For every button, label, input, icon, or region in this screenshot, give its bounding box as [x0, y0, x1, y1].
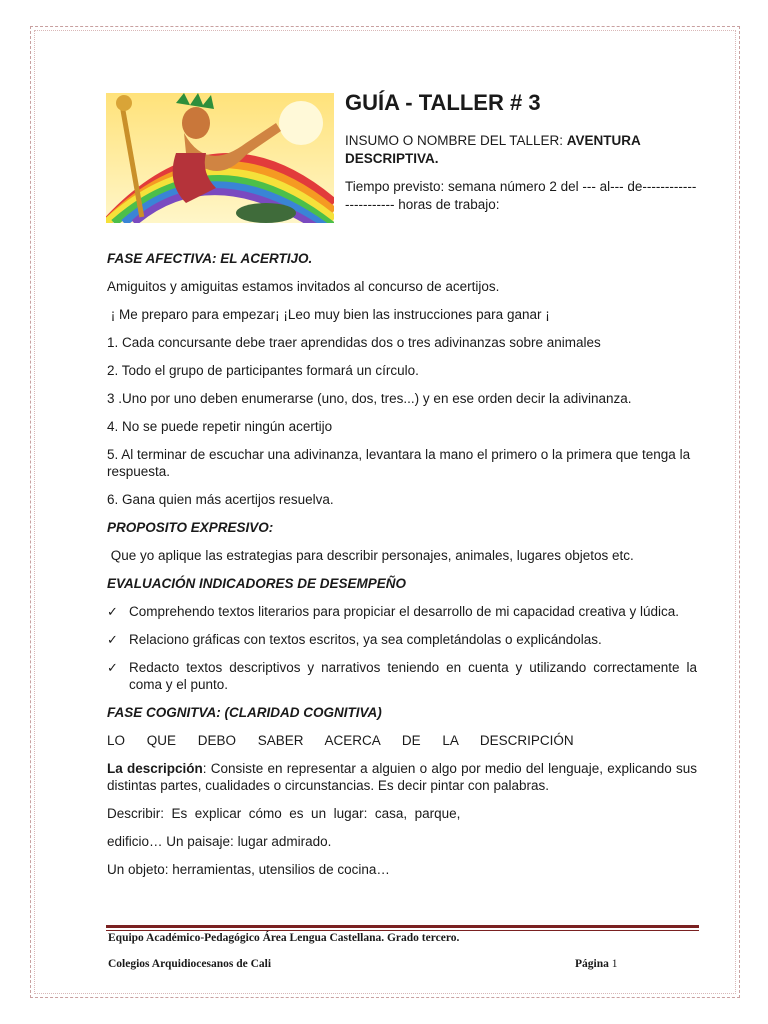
evaluacion-list	[107, 603, 697, 693]
tiempo-previsto: Tiempo previsto: semana número 2 del --- al--- de----------------------- horas de trabajo:	[345, 179, 697, 212]
page-number: 1	[611, 958, 618, 970]
check-icon: ✓	[107, 604, 118, 619]
footer-rule-thin	[106, 930, 699, 931]
list-item	[107, 603, 697, 620]
rule-item: 5. Al terminar de escuchar una adivinanza, levantara la mano el primero o la primera que tenga la respuesta.	[107, 447, 691, 479]
list-item	[107, 631, 697, 648]
check-icon: ✓	[107, 660, 118, 675]
fase-afectiva-heading: FASE AFECTIVA: EL ACERTIJO.	[107, 251, 313, 266]
list-item-text: Comprehendo textos literarios para propiciar el desarrollo de mi capacidad creativa y lúdica.	[129, 604, 680, 619]
evaluacion-heading: EVALUACIÓN INDICADORES DE DESEMPEÑO	[107, 576, 407, 591]
footer-school: Colegios Arquidiocesanos de Cali	[108, 958, 272, 970]
page-title: GUÍA - TALLER # 3	[345, 90, 541, 115]
describir-line: Describir: Es explicar cómo es un lugar: casa, parque,	[107, 806, 461, 821]
footer-rule	[106, 925, 699, 928]
descripcion-text: : Consiste en representar a alguien o algo por medio del lenguaje, explicando sus distintas partes, cualidades o circunstancias. Es decir pintar con palabras.	[107, 761, 697, 793]
main-content	[107, 250, 697, 889]
fase-cognitiva-heading: FASE COGNITVA: (CLARIDAD COGNITIVA)	[107, 705, 382, 720]
footer-team: Equipo Académico-Pedagógico Área Lengua Castellana. Grado tercero.	[108, 932, 460, 944]
list-item-text: Relaciono gráficas con textos escritos, ya sea completándolas o explicándolas.	[129, 632, 602, 647]
descripcion-paragraph	[107, 760, 697, 794]
proposito-heading: PROPOSITO EXPRESIVO:	[107, 520, 274, 535]
edificio-line: edificio… Un paisaje: lugar admirado.	[107, 834, 332, 849]
check-icon: ✓	[107, 632, 118, 647]
footer-page	[575, 958, 618, 970]
fase-afectiva-intro: Amiguitos y amiguitas estamos invitados al concurso de acertijos.	[107, 279, 500, 294]
insumo-line	[345, 132, 700, 168]
proposito-text: Que yo aplique las estrategias para describir personajes, animales, lugares objetos etc.	[107, 548, 634, 563]
rule-item: 4. No se puede repetir ningún acertijo	[107, 419, 333, 434]
rule-item: 1. Cada concursante debe traer aprendidas dos o tres adivinanzas sobre animales	[107, 335, 601, 350]
insumo-label: INSUMO O NOMBRE DEL TALLER:	[345, 133, 567, 148]
page-label: Página	[575, 958, 609, 970]
fase-afectiva-prep: ¡ Me preparo para empezar¡ ¡Leo muy bien las instrucciones para ganar ¡	[107, 307, 550, 322]
rule-item: 3 .Uno por uno deben enumerarse (uno, dos, tres...) y en ese orden decir la adivinanza.	[107, 391, 632, 406]
rule-item: 6. Gana quien más acertijos resuelva.	[107, 492, 334, 507]
list-item	[107, 659, 697, 693]
cover-illustration	[106, 93, 334, 223]
insumo-value: AVENTURA DESCRIPTIVA.	[345, 133, 641, 166]
descripcion-term: La descripción	[107, 761, 203, 776]
list-item-text: Redacto textos descriptivos y narrativos teniendo en cuenta y utilizando correctamente la coma y el punto.	[129, 660, 697, 692]
fase-cognitiva-subheading: LO QUE DEBO SABER ACERCA DE LA DESCRIPCIÓN	[107, 733, 574, 748]
rule-item: 2. Todo el grupo de participantes formará un círculo.	[107, 363, 419, 378]
objeto-line: Un objeto: herramientas, utensilios de cocina…	[107, 862, 390, 877]
